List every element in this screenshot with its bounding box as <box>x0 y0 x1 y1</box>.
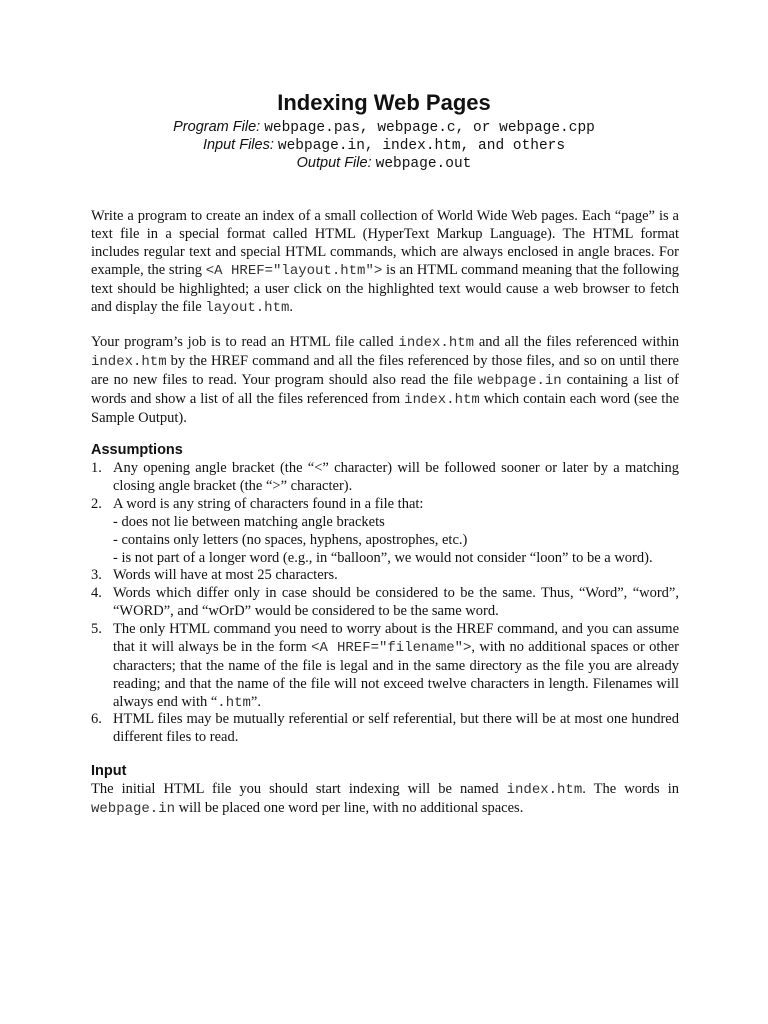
program-file-label: Program File <box>173 119 257 135</box>
input-text: . The words in <box>582 781 679 797</box>
item-text: A word is any string of characters found in a file that: <box>113 496 424 512</box>
input-files-value: webpage.in, index.htm, and others <box>277 138 566 154</box>
code-snippet: webpage.in <box>477 373 562 389</box>
item-text-part: ”. <box>250 694 261 710</box>
intro-text: which contain each word (see the Sample Output). <box>91 391 680 426</box>
sub-item: - contains only letters (no spaces, hyphens, apostrophes, etc.) <box>113 532 468 548</box>
intro-paragraph-1 <box>91 207 679 317</box>
input-files-line: Input Files: webpage.in, index.htm, and others <box>202 137 566 154</box>
program-file-value: webpage.pas, webpage.c, or webpage.cpp <box>264 120 595 136</box>
assumption-item <box>91 710 679 746</box>
item-text: Words will have at most 25 characters. <box>113 567 338 583</box>
code-snippet: <A HREF="filename"> <box>311 640 472 656</box>
item-text <box>113 620 679 712</box>
item-number: 6. <box>91 711 102 727</box>
assumption-item <box>91 620 679 712</box>
intro-text: and all the files referenced within <box>474 334 679 350</box>
sub-item: - does not lie between matching angle brackets <box>113 514 385 530</box>
code-snippet: <A HREF="layout.htm"> <box>205 263 383 279</box>
assumption-item <box>91 566 679 584</box>
item-number: 5. <box>91 621 102 637</box>
assumption-item <box>91 495 679 567</box>
item-number: 2. <box>91 496 102 512</box>
code-snippet: index.htm <box>91 354 167 370</box>
code-snippet: index.htm <box>398 335 475 351</box>
program-file-line: Program File: webpage.pas, webpage.c, or webpage.cpp <box>173 119 595 136</box>
item-text: HTML files may be mutually referential or self referential, but there will be at most one hundred different files to read. <box>113 711 679 745</box>
intro-paragraph-2 <box>91 333 679 427</box>
item-number: 1. <box>91 460 102 476</box>
item-text-part: The only HTML command you need to worry about is the HREF command, and you can assume that it will always be in the form <box>113 621 679 655</box>
item-number: 4. <box>91 585 102 601</box>
input-paragraph <box>91 780 679 818</box>
page-title: Indexing Web Pages <box>277 90 491 115</box>
item-text: Any opening angle bracket (the “<” character) will be followed sooner or later by a matching closing angle bracket (the “>” character). <box>113 460 679 494</box>
intro-text: Your program’s job is to read an HTML file called <box>91 334 399 350</box>
code-snippet: webpage.in <box>91 801 176 817</box>
code-snippet: .htm <box>217 695 251 711</box>
intro-text: containing a list of words and show a list of all the files referenced from <box>91 372 679 407</box>
code-snippet: layout.htm <box>205 300 290 316</box>
assumptions-heading: Assumptions <box>91 442 183 458</box>
output-file-value: webpage.out <box>375 156 472 172</box>
code-snippet: index.htm <box>506 782 583 798</box>
intro-text: by the HREF command and all the files referenced by those files, and so on until there are no new files to read. Your program should also read the file <box>91 353 679 388</box>
output-file-line: Output File: webpage.out <box>296 155 472 172</box>
code-snippet: index.htm <box>404 392 480 408</box>
output-file-label: Output File <box>296 155 368 171</box>
assumption-item <box>91 584 679 620</box>
intro-text: Write a program to create an index of a small collection of World Wide Web pages. Each “page” is a text file in a special format called HTML (HyperText Markup Language). The HTML format includes regular text and special HTML commands, which are always enclosed in angle braces. For example, the string <box>91 208 679 278</box>
input-text: will be placed one word per line, with no additional spaces. <box>175 800 524 816</box>
item-number: 3. <box>91 567 102 583</box>
input-text: The initial HTML file you should start indexing will be named <box>91 781 507 797</box>
item-text-part: , with no additional spaces or other characters; that the name of the file is legal and in the same directory as the file you are already reading; and that the name of the file will not exceed twelve characters in length. Filenames will always end with “ <box>113 639 679 710</box>
assumption-item <box>91 459 679 495</box>
item-text: Words which differ only in case should be considered to be the same. Thus, “Word”, “word”, “WORD”, and “wOrD” would be considered to be the same word. <box>113 585 679 619</box>
sub-item: - is not part of a longer word (e.g., in “balloon”, we would not consider “loon” to be a word). <box>113 550 653 566</box>
intro-text: is an HTML command meaning that the following text should be highlighted; a user click on the highlighted text would cause a web browser to fetch and display the file <box>91 262 679 315</box>
input-files-label: Input Files <box>202 137 270 153</box>
intro-text: . <box>289 299 293 315</box>
input-heading: Input <box>91 763 127 779</box>
